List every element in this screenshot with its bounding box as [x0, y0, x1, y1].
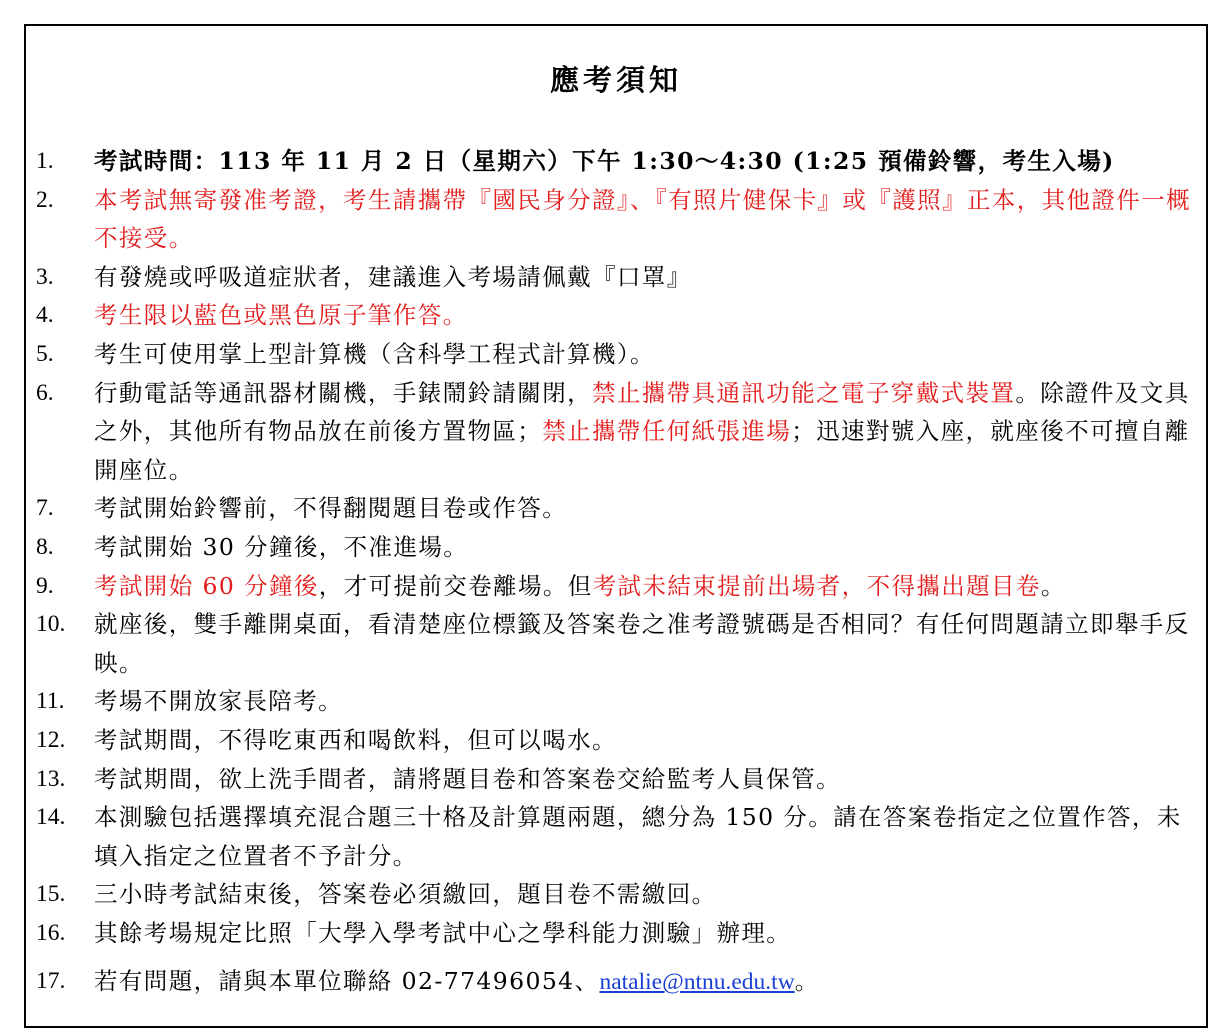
rule-text-emphasis: 考試開始 60 分鐘後	[94, 571, 319, 600]
rule-text-emphasis: 禁止攜帶具通訊功能之電子穿戴式裝置	[592, 378, 1016, 407]
rule-number: 3.	[36, 263, 54, 290]
contact-email-link[interactable]: natalie@ntnu.edu.tw	[599, 969, 795, 996]
rule-text-emphasis: 禁止攜帶任何紙張進場	[542, 417, 792, 446]
rule-text: 考試時間：113 年 11 月 2 日（星期六）下午 1:30～4:30 (1:25 預備鈴響，考生入場)	[94, 147, 1115, 175]
rule-text: 。	[794, 967, 820, 996]
rule-text: ，才可提前交卷離場。但	[318, 571, 593, 600]
rule-text: 。除證件及文具之外，其他所有物品放在前後方置物區；	[94, 378, 1190, 446]
rule-item	[36, 335, 1206, 374]
rule-item	[36, 489, 1206, 528]
rule-item	[36, 962, 1206, 1002]
rule-text: 本測驗包括選擇填充混合題三十格及計算題兩題，總分為 150 分。請在答案卷指定之位置作答，未填入指定之位置者不予計分。	[94, 803, 1182, 870]
rule-text-emphasis: 考生限以藍色或黑色原子筆作答。	[94, 301, 468, 330]
rule-item	[36, 721, 1206, 760]
rule-text: ；迅速對號入座，就座後不可擅自離開座位。	[94, 417, 1190, 484]
rule-text-emphasis: 考試未結束提前出場者，不得攜出題目卷	[592, 571, 1041, 600]
rule-text: 行動電話等通訊器材關機，手錶鬧鈴請關閉，	[94, 378, 592, 407]
rule-text: 考試開始鈴響前，不得翻閱題目卷或作答。	[94, 494, 568, 523]
rule-item	[36, 296, 1206, 335]
rule-text: 考試開始 30 分鐘後，不准進場。	[94, 532, 469, 561]
rule-number: 8.	[36, 533, 54, 560]
rule-number: 14.	[36, 804, 66, 831]
notice-frame	[24, 24, 1208, 1028]
rule-text: 考試期間，不得吃東西和喝飲料，但可以喝水。	[94, 725, 617, 754]
rule-item	[36, 605, 1206, 682]
rule-number: 13.	[36, 765, 66, 792]
rule-item	[36, 181, 1206, 258]
rule-number: 12.	[36, 726, 66, 753]
rule-text: 。	[1040, 571, 1066, 600]
rule-text: 有發燒或呼吸道症狀者，建議進入考場請佩戴『口罩』	[94, 262, 692, 291]
rule-text: 若有問題，請與本單位聯絡 02-77496054、	[94, 967, 600, 996]
rule-number: 15.	[36, 881, 66, 908]
rule-item	[36, 374, 1206, 490]
rule-item	[36, 567, 1206, 606]
rule-text: 其餘考場規定比照「大學入學考試中心之學科能力測驗」辦理。	[94, 918, 792, 947]
rule-item	[36, 528, 1206, 567]
rule-number: 6.	[36, 379, 54, 406]
rule-item	[36, 914, 1206, 953]
rule-text-emphasis: 本考試無寄發准考證，考生請攜帶『國民身分證』、『有照片健保卡』或『護照』正本，其他證件一概不接受。	[94, 185, 1191, 253]
rule-item	[36, 798, 1206, 875]
rule-item	[36, 258, 1206, 297]
page-title: 應考須知	[549, 63, 682, 97]
rule-number: 1.	[36, 148, 54, 174]
rule-number: 9.	[36, 572, 54, 599]
rule-text: 考場不開放家長陪考。	[94, 687, 343, 716]
rule-text: 就座後，雙手離開桌面，看清楚座位標籤及答案卷之准考證號碼是否相同？有任何問題請立即舉手反映。	[94, 610, 1190, 677]
rule-number: 17.	[36, 968, 66, 995]
rule-number: 10.	[36, 611, 66, 638]
rule-number: 5.	[36, 340, 54, 367]
rule-item	[36, 682, 1206, 721]
rule-item	[36, 875, 1206, 914]
rule-item	[36, 142, 1206, 181]
rule-text: 三小時考試結束後，答案卷必須繳回，題目卷不需繳回。	[94, 880, 717, 909]
rule-number: 7.	[36, 495, 54, 522]
rule-number: 11.	[36, 688, 65, 715]
rule-text: 考試期間，欲上洗手間者，請將題目卷和答案卷交給監考人員保管。	[94, 764, 841, 793]
rule-text: 考生可使用掌上型計算機（含科學工程式計算機）。	[94, 339, 655, 368]
rule-number: 4.	[36, 302, 54, 329]
rule-item	[36, 760, 1206, 799]
rules-list	[36, 142, 1206, 1002]
rule-number: 16.	[36, 919, 66, 946]
rule-number: 2.	[36, 186, 54, 213]
